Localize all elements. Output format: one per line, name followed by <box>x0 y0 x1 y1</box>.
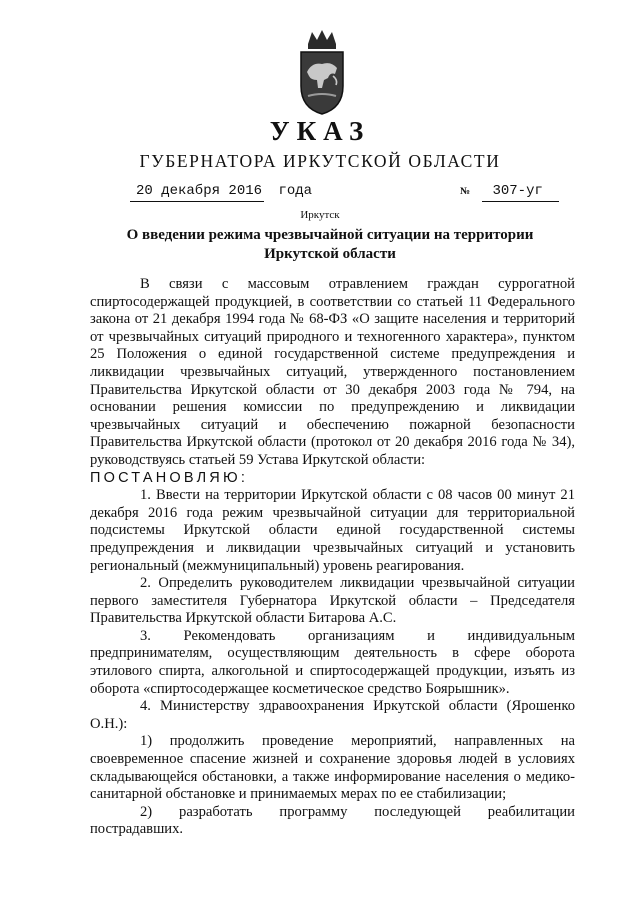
date-value: 20 декабря 2016 <box>130 182 264 202</box>
document-body <box>90 276 575 839</box>
clause-paragraph: 2. Определить руководителем ликвидации чрезвычайной ситуации первого заместителя Губернатора Иркутской области – Председателя Правительства Иркутской области Битарова А.С. <box>90 575 575 627</box>
date-suffix: года <box>278 183 313 199</box>
document-city: Иркутск <box>300 209 340 221</box>
document-title: УКАЗ <box>269 116 371 146</box>
document-heading: О введении режима чрезвычайной ситуации на территории Иркутской области <box>126 227 534 262</box>
preamble-paragraph: В связи с массовым отравлением граждан суррогатной спиртосодержащей продукцией, в соответствии со статьей 11 Федерального закона от 21 декабря 1994 года № 68-ФЗ «О защите населения и территорий от чрезвычайных ситуаций природного и техногенного характера», пунктом 25 Положения о единой государственной системе предупреждения и ликвидации чрезвычайных ситуаций, утвержденного постановлением Правительства Иркутской области от 30 декабря 2003 года № 794, на основании решения комиссии по предупреждению и ликвидации чрезвычайных ситуаций и обеспечению пожарной безопасности Правительства Иркутской области (протокол от 20 декабря 2016 года № 34), руководствуясь статьей 59 Устава Иркутской области: <box>90 276 575 468</box>
number-value: 307-уг <box>482 182 558 202</box>
irkutsk-coat-of-arms-icon <box>298 28 346 116</box>
clause-paragraph: 3. Рекомендовать организациям и индивидуальным предпринимателям, осуществляющим деятельность в сфере оборота этилового спирта, алкогольной и спиртосодержащей продукции, изъять из оборота «спиртосодержащее косметическое средство Боярышник». <box>90 627 575 697</box>
number-sign: № <box>460 186 471 197</box>
clause-paragraph: 4. Министерству здравоохранения Иркутской области (Ярошенко О.Н.): <box>90 698 575 732</box>
document-date <box>130 182 312 202</box>
document-number <box>460 182 559 202</box>
subclause-paragraph: 1) продолжить проведение мероприятий, направленных на своевременное спасение жизней и сохранение здоровья людей в условиях складывающейся обстановки, а также информирование населения о медико-санитарной обстановке и принимаемых мерах по ее стабилизации; <box>90 733 575 803</box>
decree-word: ПОСТАНОВЛЯЮ: <box>90 469 249 486</box>
document-subtitle: ГУБЕРНАТОРА ИРКУТСКОЙ ОБЛАСТИ <box>139 151 501 171</box>
subclause-paragraph: 2) разработать программу последующей реабилитации пострадавших. <box>90 803 575 838</box>
clause-paragraph: 1. Ввести на территории Иркутской области с 08 часов 00 минут 21 декабря 2016 года режим чрезвычайной ситуации для территориальной подсистемы Иркутской области единой государственной системы предупреждения и ликвидации чрезвычайных ситуаций и установить региональный (межмуниципальный) уровень реагирования. <box>90 487 575 574</box>
